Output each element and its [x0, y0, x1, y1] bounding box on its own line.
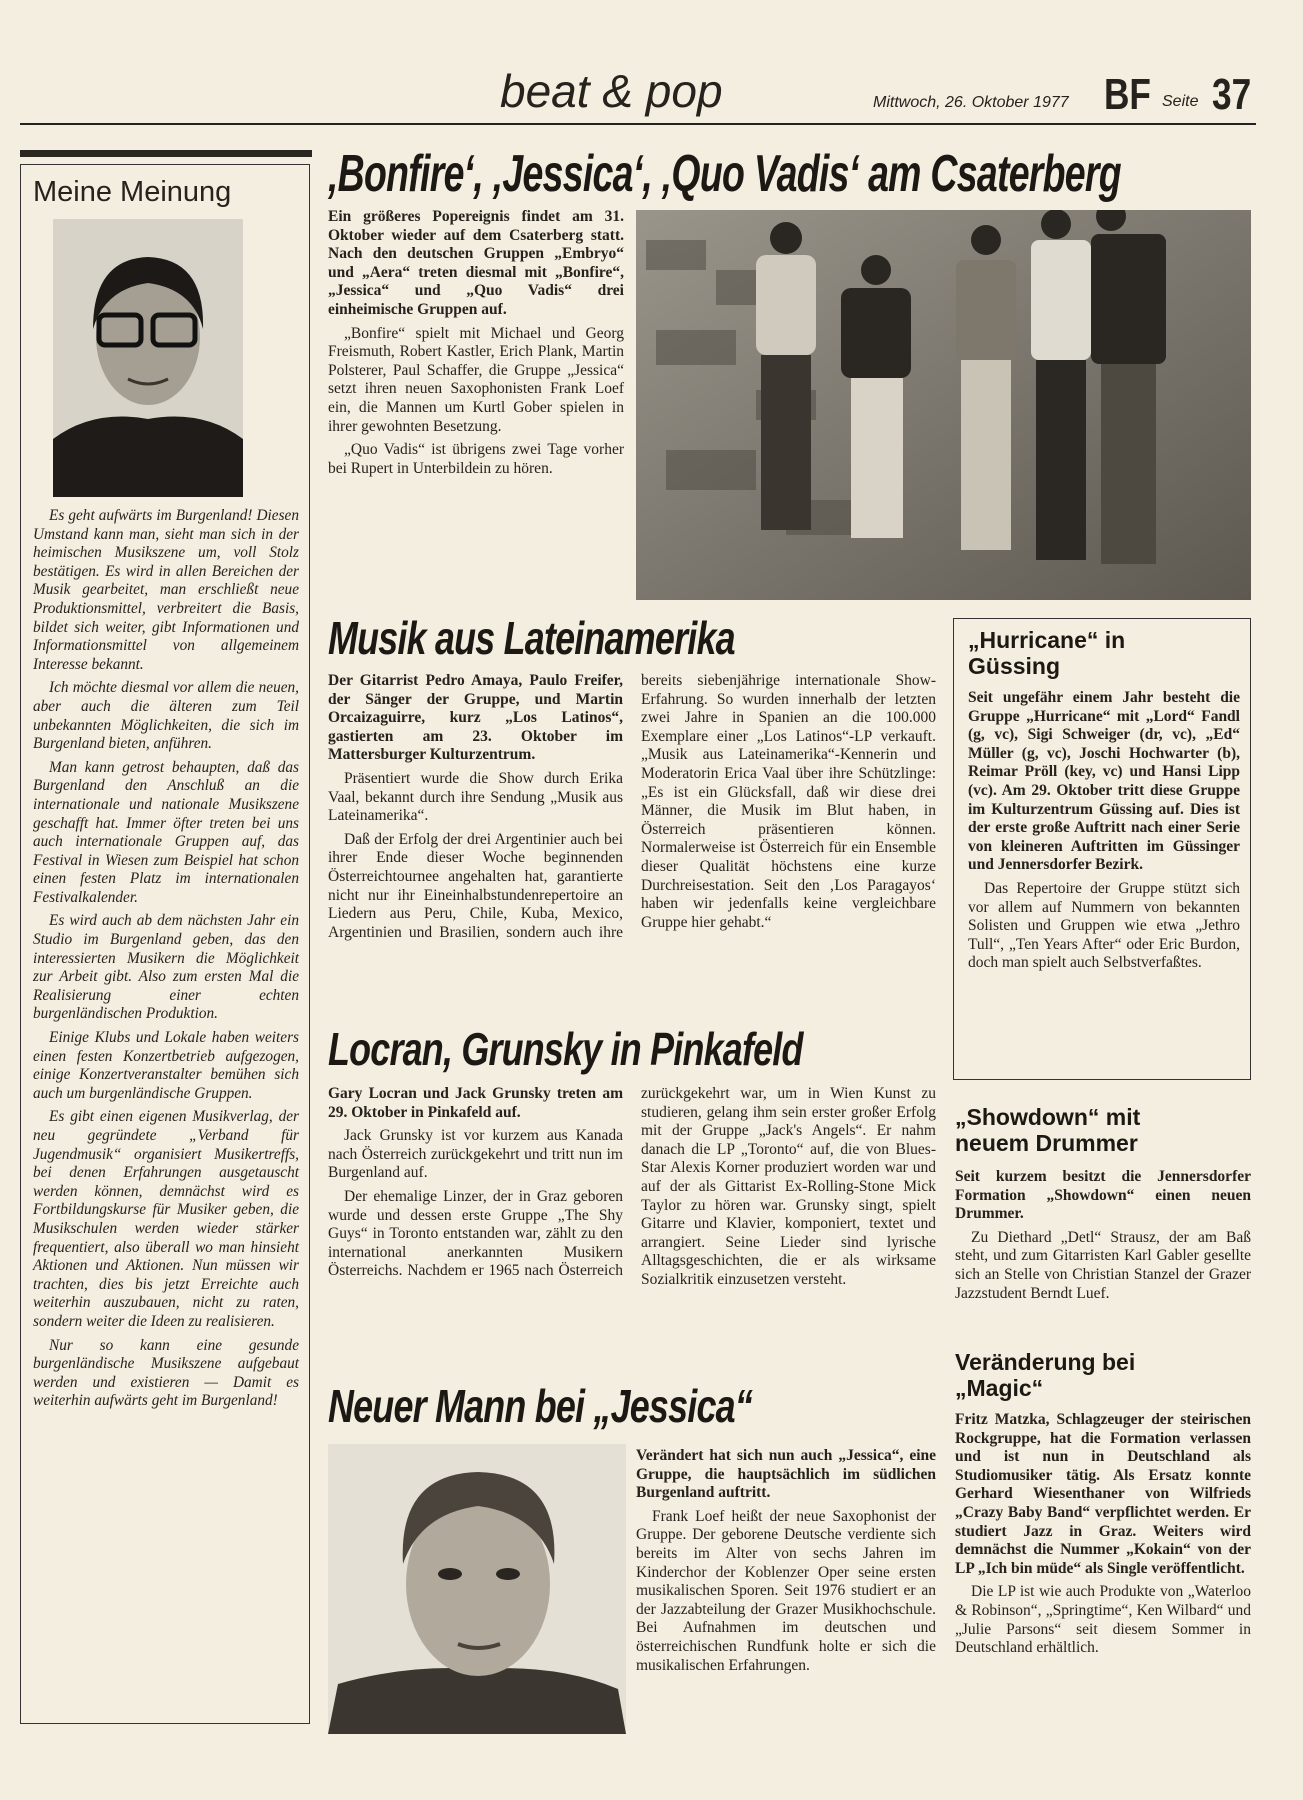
article-paragraph: Der ehemalige Linzer, der in Graz geboren wurde und dessen erste Gruppe „The Shy Guys“ in Toronto entstanden war, zählt zu den international anerkannten Musikern Österreichs. Nachdem er 1965 nach Österreich zurückgekehrt war, um in Wien Kunst zu studieren, gelang ihm sein erster großer Erfolg mit der Gruppe „Jack's Angels“. Er nahm danach die LP „Toronto“ auf, die von Blues-Star Alexis Korner produziert worden war und auf der als Gittarist Ex-Rolling-Stone Mick Taylor zu hören war. Grunsky singt, spielt Gitarre und Klavier, komponiert, textet und arrangiert. Seine Lieder sind lyrische Alltagsgeschichten, die er als wirksame Sozialkritik einzusetzen versteht.	[328, 1085, 936, 1288]
opinion-column	[20, 164, 310, 1724]
headline-jessica: Neuer Mann bei „Jessica“	[328, 1380, 752, 1432]
article-paragraph: Präsentiert wurde die Show durch Erika Vaal, bekannt durch ihre Sendung „Musik aus Lateinamerika“.	[328, 769, 623, 825]
author-portrait	[53, 219, 243, 497]
article-showdown	[955, 1104, 1251, 1308]
article-locran	[328, 1085, 936, 1365]
article-paragraph: Die LP ist wie auch Produkte von „Waterloo & Robinson“, „Springtime“, Ken Wilbard“ und „Julie Parsons“ seit diesem Sommer in Deutschland erhältlich.	[955, 1583, 1251, 1657]
article-paragraph: Das Repertoire der Gruppe stützt sich vor allem auf Nummern von bekannten Solisten und Gruppen wie etwa „Jethro Tull“, „Ten Years After“ oder Eric Burdon, doch man spielt auch Selbstverfaßtes.	[968, 879, 1240, 972]
opinion-paragraph: Es gibt einen eigenen Musikverlag, der neu gegründete „Verband für Jugendmusik“ organisiert Musikertreffs, bei denen Erfahrungen ausgetauscht werden können, demnächst wird es Fortbildungskurse für Musiker geben, die Musikschulen werden wieder stärker frequentiert, also überall wo man hinsieht Aktionen und Aktionen. Nun müssen wir trachten, dies bis jetzt Erreichte auch weiterhin auszubauen, nicht zu raten, sondern weiter die Ideen zu realisieren.	[33, 1108, 299, 1330]
headline-hurricane: „Hurricane“ in Güssing	[968, 627, 1126, 679]
issue-date: Mittwoch, 26. Oktober 1977	[873, 94, 1069, 111]
opinion-paragraph: Nur so kann eine gesunde burgenländische Musikszene aufgebaut werden und existieren — Damit es weiterhin aufwärts geht im Burgenland!	[33, 1336, 299, 1410]
article-lead: Seit ungefähr einem Jahr besteht die Gruppe „Hurricane“ mit „Lord“ Fandl (g, vc), Sigi Schweiger (dr, vc), „Ed“ Müller (g, vc), Joschi Hochwarter (b), Reimar Pröll (key, vc) und Hansi Lipp (vc). Am 29. Oktober tritt diese Gruppe im Kulturzentrum Güssing auf. Dies ist der erste große Auftritt nach einer Serie von kleineren Auftritten im Güssinger und Jennersdorfer Bezirk.	[968, 689, 1240, 874]
article-lead: Ein größeres Popereignis findet am 31. Oktober wieder auf dem Csaterberg statt. Nach den deutschen Gruppen „Embryo“ und „Aera“ treten diesmal mit „Bonfire“, „Jessica“ und „Quo Vadis“ drei einheimische Gruppen auf.	[328, 208, 624, 318]
band-photo	[636, 210, 1251, 600]
headline-csaterberg: ‚Bonfire‘, ‚Jessica‘, ‚Quo Vadis‘ am Csaterberg	[328, 145, 1121, 203]
headline-showdown: „Showdown“ mit neuem Drummer	[955, 1104, 1141, 1156]
band-photo-image	[636, 210, 1251, 600]
article-paragraph: Jack Grunsky ist vor kurzem aus Kanada nach Österreich zurückgekehrt und tritt nun im Burgenland auf.	[328, 1127, 623, 1182]
article-lead: Gary Locran und Jack Grunsky treten am 29. Oktober in Pinkafeld auf.	[328, 1085, 623, 1121]
article-jessica	[636, 1447, 936, 1680]
author-portrait-image	[53, 219, 243, 497]
article-magic	[955, 1349, 1251, 1663]
article-lead: Fritz Matzka, Schlagzeuger der steirischen Rockgruppe, hat die Formation verlassen und ist nun in Deutschland als Studiomusiker tätig. Als Ersatz konnte Gerhard Wiesenthaner von Wilfrieds „Crazy Baby Band“ verpflichtet werden. Er studiert Jazz in Graz. Weiters wird demnächst die Nummer „Kokain“ von der LP „Ich bin müde“ als Single veröffentlicht.	[955, 1411, 1251, 1577]
article-csaterberg	[328, 208, 624, 483]
opinion-paragraph: Es geht aufwärts im Burgenland! Diesen Umstand kann man, sieht man sich in der heimischen Musikszene um, voll Stolz bestätigen. Es wird in allen Bereichen der Musik gearbeitet, man erschließt neue Produktionsmittel, verbreitert die Basis, bildet sich weiter, gibt Informationen und Informationsmittel von allgemeinem Interesse bekannt.	[33, 507, 299, 673]
opinion-title: Meine Meinung	[33, 176, 232, 208]
opinion-paragraph: Man kann getrost behaupten, daß das Burgenland den Anschluß an die internationale und nationale Musikszene geschafft hat. Immer öfter treten bei uns auch internationale Gruppen auf, das Festival in Wiesen zum Beispiel hat schon einen festen Platz im internationalen Festivalkalender.	[33, 758, 299, 906]
opinion-top-bar	[20, 150, 312, 157]
article-paragraph: Zu Diethard „Detl“ Strausz, der am Baß steht, und zum Gitarristen Karl Gabler gesellte sich an Stelle von Christian Stanzel der Grazer Jazzstudent Berndt Luef.	[955, 1228, 1251, 1302]
article-paragraph: „Quo Vadis“ ist übrigens zwei Tage vorher bei Rupert in Unterbildein zu hören.	[328, 441, 624, 477]
opinion-paragraph: Einige Klubs und Lokale haben weiters einen festen Konzertbetrieb aufgezogen, einige Konzertveranstalter bemühen sich auch um burgenländische Gruppen.	[33, 1029, 299, 1102]
article-lead: Seit kurzem besitzt die Jennersdorfer Formation „Showdown“ einen neuen Drummer.	[955, 1168, 1251, 1223]
opinion-paragraph: Es wird auch ab dem nächsten Jahr ein Studio im Burgenland geben, das den interessierten Musikern die Möglichkeit zur Arbeit gibt. Also zum ersten Mal die Realisierung einer echten burgenländischen Produktion.	[33, 912, 299, 1023]
headline-locran: Locran, Grunsky in Pinkafeld	[328, 1023, 803, 1075]
header-rule	[20, 123, 1256, 125]
article-paragraph: Daß der Erfolg der drei Argentinier auch bei ihrer Ende dieser Woche beginnenden Österreichtournee angehalten hat, garantierte nicht nur ihr Eineinhalbstundenrepertoire an Liedern aus Peru, Chile, Kuba, Mexico, Argentinien und Brasilien, sondern auch ihre bereits siebenjährige internationale Show-Erfahrung. So wurden innerhalb der letzten zwei Jahre in Spanien an die 100.000 Exemplare einer „Los Latinos“-LP verkauft. „Musik aus Lateinamerika“-Kennerin und Moderatorin Erica Vaal über ihre Schützlinge: „Es ist ein Glücksfall, daß wir diese drei Männer, die Musik im Blut haben, in Österreich präsentieren können. Normalerweise ist Österreich für ein Ensemble dieser Qualität höchstens eine kurze Durchreisestation. Seit den ‚Los Paragayos‘ haben wir jedenfalls keine vergleichbare Gruppe hier gehabt.“	[328, 672, 936, 941]
article-lateinamerika	[328, 672, 936, 1012]
article-paragraph: Frank Loef heißt der neue Saxophonist der Gruppe. Der geborene Deutsche verdiente sich bereits im Alter von sechs Jahren im Kinderchor der Koblenzer Oper seine ersten musikalischen Sporen. Seit 1976 studiert er an der Jazzabteilung der Grazer Musikhochschule. Bei Aufnahmen im deutschen und österreichischen Rundfunk holte er sich die musikalischen Erfahrungen.	[636, 1507, 936, 1674]
article-lead: Der Gitarrist Pedro Amaya, Paulo Freifer, der Sänger der Gruppe, und Martin Orcaizaguirre, kurz „Los Latinos“, gastierten am 23. Oktober im Mattersburger Kulturzentrum.	[328, 672, 623, 764]
frank-loef-portrait	[328, 1444, 626, 1734]
page-number: 37	[1212, 70, 1252, 119]
frank-loef-portrait-image	[328, 1444, 626, 1734]
paper-logo: BF	[1104, 70, 1151, 119]
section-title: beat & pop	[500, 65, 723, 117]
article-lead: Verändert hat sich nun auch „Jessica“, eine Gruppe, die hauptsächlich im südlichen Burgenland auftritt.	[636, 1447, 936, 1502]
headline-lateinamerika: Musik aus Lateinamerika	[328, 612, 735, 664]
article-paragraph: „Bonfire“ spielt mit Michael und Georg Freismuth, Robert Kastler, Erich Plank, Martin Polsterer, Paul Schaffer, die Gruppe „Jessica“ setzt ihren neuen Saxophonisten Frank Loef ein, die Mannen um Kurtl Gober spielen in ihrer gewohnten Besetzung.	[328, 324, 624, 435]
headline-magic: Veränderung bei „Magic“	[955, 1349, 1136, 1401]
hurricane-box	[953, 618, 1251, 1080]
page-label: Seite	[1162, 93, 1199, 110]
opinion-paragraph: Ich möchte diesmal vor allem die neuen, aber auch die älteren zum Teil unbekannten Möglichkeiten, die sich im Burgenland bieten, anführen.	[33, 679, 299, 753]
